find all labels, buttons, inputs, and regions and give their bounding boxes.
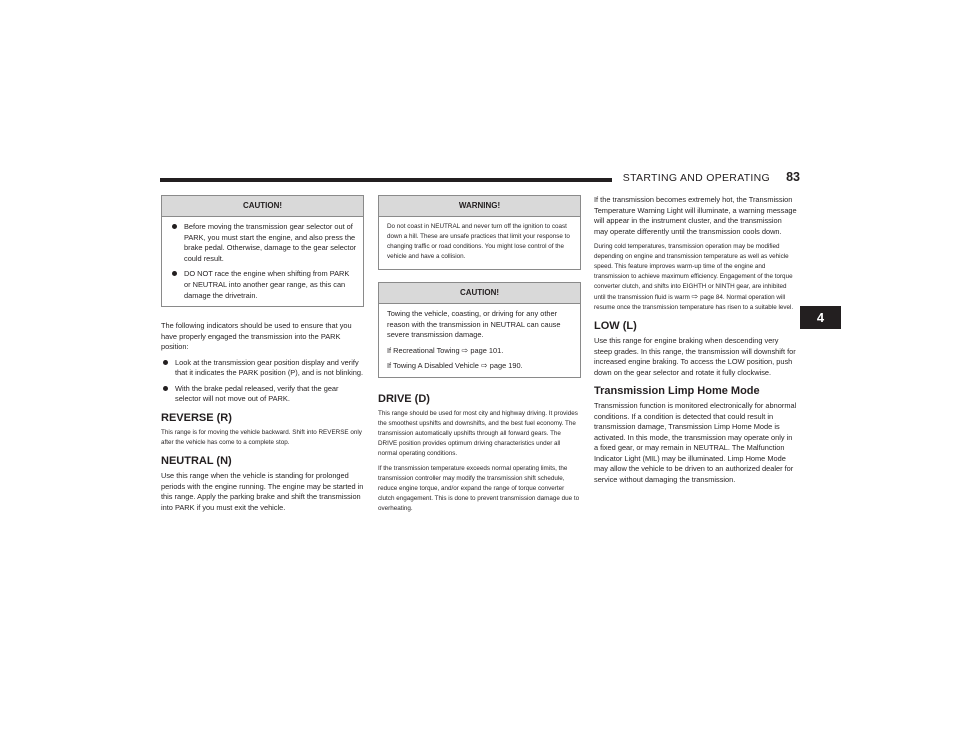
low-heading: LOW (L) <box>594 320 637 332</box>
bullet-icon <box>172 271 177 276</box>
warning-text: Do not coast in NEUTRAL and never turn off the ignition to coast down a hill. These are unsafe practices that limit your response to changing traffic or road conditions. You might lose control of the vehicle and have a collision. <box>387 223 570 260</box>
page-link[interactable]: page 84. Normal operation will resume once the transmission temperature has risen to a suitable level. <box>594 294 794 311</box>
drive-text-2: If the transmission temperature exceeds normal operating limits, the transmission controller may modify the transmission shift schedule, reduce engine torque, and/or expand the range of torque converter clutch engagement. This is done to prevent transmission damage due to overheating. <box>378 464 580 512</box>
caution-list <box>170 222 357 301</box>
reverse-heading: REVERSE (R) <box>161 412 232 425</box>
list-item: With the brake pedal released, verify that the gear selector will not move out of PARK. <box>161 384 364 405</box>
list-item: DO NOT race the engine when shifting from PARK or NEUTRAL into another gear range, as this can damage the drivetrain. <box>170 269 357 301</box>
page-link[interactable]: page 101. <box>470 345 504 355</box>
limp-home-text: Transmission function is monitored electronically for abnormal conditions. If a condition is detected that could result in transmission damage, Transmission Limp Home Mode is activated. In this mode, the transmission may operate only in a fixed gear, or may remain in NEUTRAL. The Malfunction Indicator Light (MIL) may be illuminated. Limp Home Mode may allow the vehicle to be driven to an authorized dealer for service without damaging the transmission. <box>594 401 797 484</box>
drive-text-1: This range should be used for most city and highway driving. It provides the smoothest upshifts and downshifts, and the best fuel economy. The transmission automatically upshifts through all forward gears. The DRIVE position provides optimum driving characteristics under all normal operating conditions. <box>378 409 578 457</box>
caution-box <box>161 195 364 307</box>
bullet-icon <box>163 360 168 365</box>
neutral-heading: NEUTRAL (N) <box>161 455 232 468</box>
neutral-text: Use this range when the vehicle is standing for prolonged periods with the engine running. The engine may be started in this range. Apply the parking brake and shift the transmission into PARK if you must exit the vehicle. <box>161 471 364 512</box>
caution-box <box>378 282 581 378</box>
limp-home-heading: Transmission Limp Home Mode <box>594 385 760 397</box>
page-ref-arrow-icon: ⇨ <box>691 292 699 301</box>
disabled-towing-ref: If Towing A Disabled Vehicle ⇨ page 190. <box>387 361 523 370</box>
recreational-towing-ref: If Recreational Towing ⇨ page 101. <box>387 345 504 355</box>
warning-box <box>378 195 581 270</box>
page-link[interactable]: page 190. <box>489 361 523 370</box>
list-item: Before moving the transmission gear selector out of PARK, you must start the engine, and also press the brake pedal. Otherwise, damage to the gear selector could result. <box>170 222 357 264</box>
bullet-icon <box>163 386 168 391</box>
section-title: STARTING AND OPERATING <box>622 172 770 184</box>
drive-heading: DRIVE (D) <box>378 392 430 405</box>
caution-text: Towing the vehicle, coasting, or driving for any other reason with the transmission in NEUTRAL can cause severe transmission damage. <box>387 309 561 339</box>
park-indicators-list <box>161 358 364 405</box>
chapter-tab: 4 <box>800 306 841 329</box>
page-number: 83 <box>786 170 800 184</box>
hot-transmission-text: If the transmission becomes extremely hot, the Transmission Temperature Warning Light will illuminate, a warning message will appear in the instrument cluster, and the transmission may operate differently until the transmission cools down. <box>594 195 797 236</box>
caution-title: CAUTION! <box>379 283 580 304</box>
column-2 <box>378 195 581 519</box>
page-ref-arrow-icon: ⇨ <box>461 345 469 355</box>
column-3 <box>594 195 797 490</box>
park-intro: The following indicators should be used to ensure that you have properly engaged the transmission into the PARK position: <box>161 321 352 352</box>
warning-title: WARNING! <box>379 196 580 217</box>
header-rule <box>160 178 612 182</box>
bullet-icon <box>172 224 177 229</box>
low-text: Use this range for engine braking when descending very steep grades. In this range, the transmission will downshift for increased engine braking. To access the LOW position, push down on the gear selector and rotate it fully clockwise. <box>594 336 796 377</box>
caution-title: CAUTION! <box>162 196 363 217</box>
column-1 <box>161 195 364 518</box>
page-header <box>160 170 800 186</box>
page-ref-arrow-icon: ⇨ <box>480 361 488 370</box>
reverse-text: This range is for moving the vehicle backward. Shift into REVERSE only after the vehicle has come to a complete stop. <box>161 429 362 447</box>
cold-temperature-text: During cold temperatures, transmission operation may be modified depending on engine and transmission temperature as well as vehicle speed. This feature improves warm-up time of the engine and transmission to achieve maximum efficiency. Engagement of the torque converter clutch, and shifts into EIGHTH or NINTH gear, are inhibited until the transmission fluid is warm ⇨ page 84. Normal operation will resume once the transmission temperature has risen to a suitable level. <box>594 243 794 311</box>
list-item: Look at the transmission gear position display and verify that it indicates the PARK position (P), and is not blinking. <box>161 358 364 379</box>
